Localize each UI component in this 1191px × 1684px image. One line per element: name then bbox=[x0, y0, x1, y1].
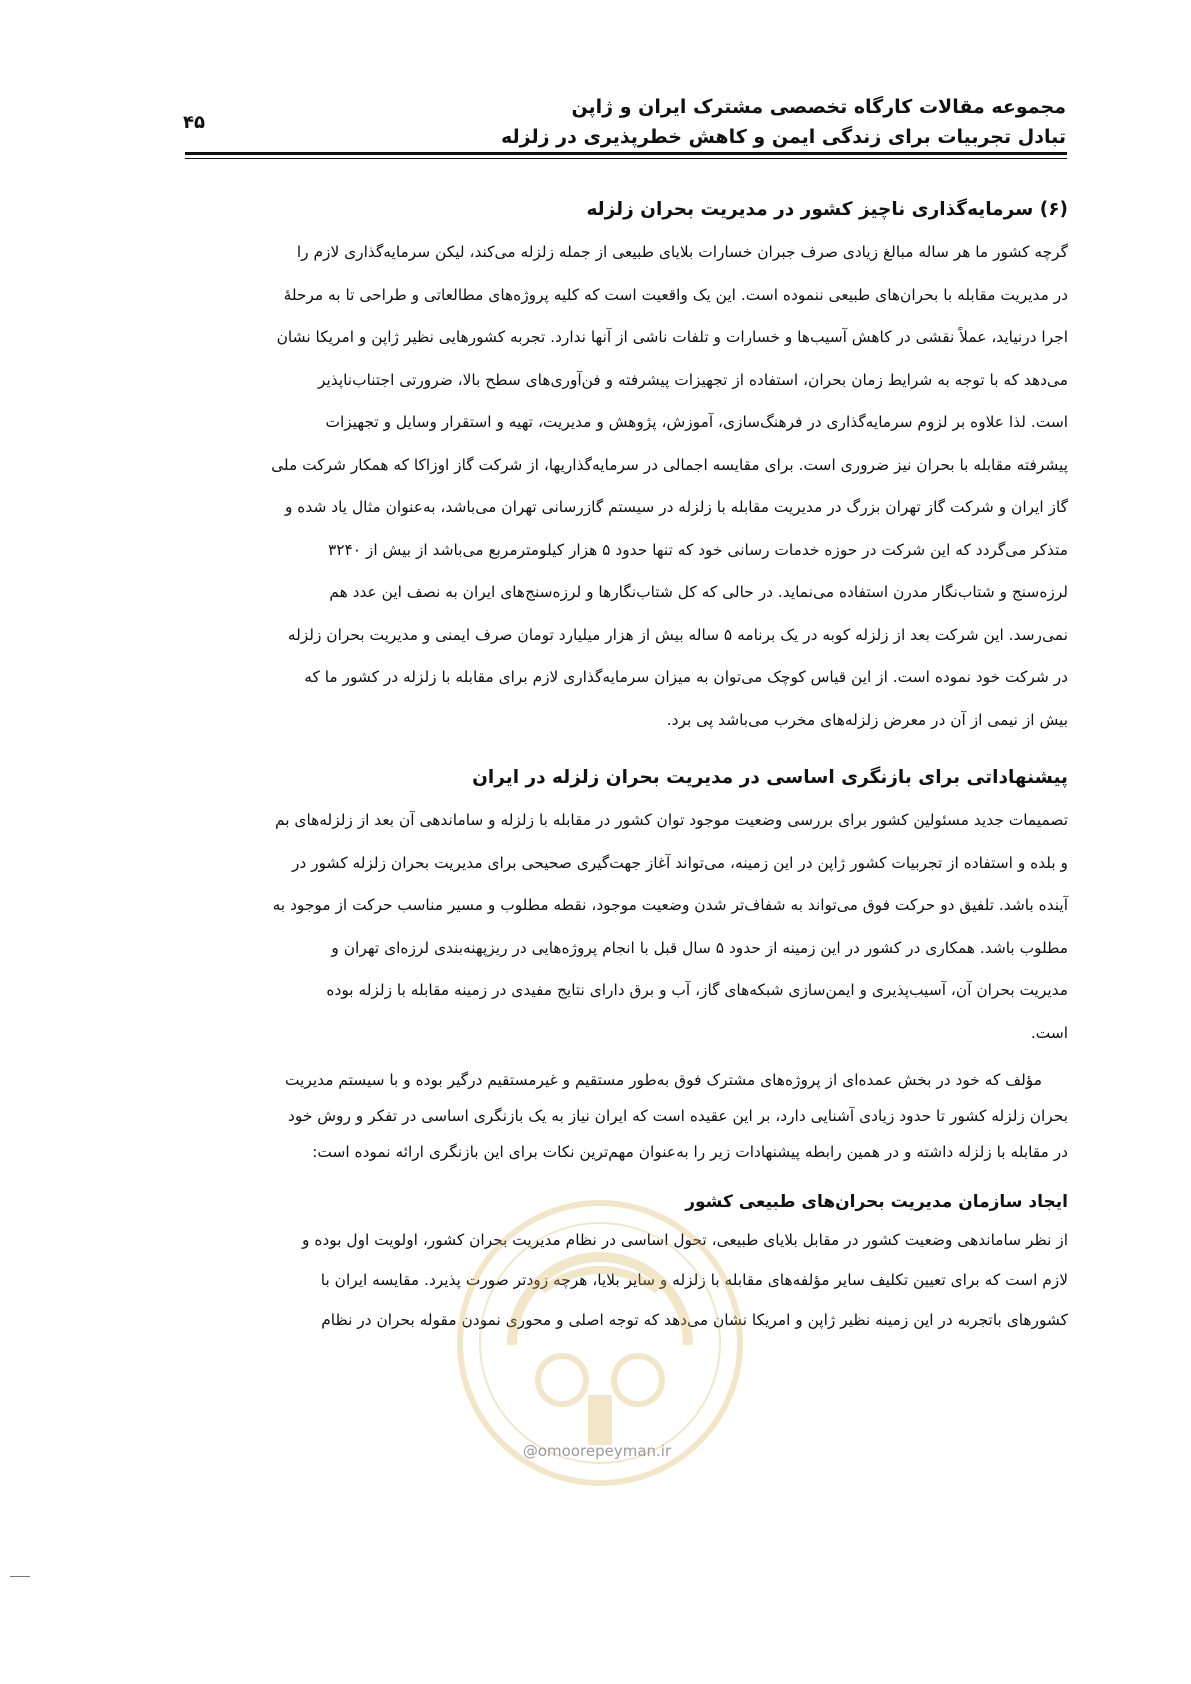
running-header bbox=[106, 92, 1066, 152]
paragraph-line: نمی‌رسد. این شرکت بعد از زلزله کوبه در یک برنامه ۵ ساله بیش از هزار میلیارد تومان صرف ایمنی و مدیریت بحران زلزله bbox=[287, 625, 1068, 644]
watermark-url: @omoorepeyman.ir bbox=[522, 1442, 672, 1460]
paragraph-line: مؤلف که خود در بخش عمده‌ای از پروژه‌های مشترک فوق به‌طور مستقیم و غیرمستقیم درگیر بوده و با سیستم مدیریت bbox=[284, 1071, 1042, 1089]
section-heading-proposals: پیشنهاداتی برای بازنگری اساسی در مدیریت بحران زلزله در ایران bbox=[472, 767, 1068, 788]
paragraph-line: لرزه‌سنج و شتاب‌نگار مدرن استفاده می‌نماید. در حالی که کل شتاب‌نگارها و لرزه‌سنج‌های ایران به نصف این عدد هم bbox=[329, 583, 1068, 601]
paragraph-line: پیشرفته مقابله با بحران نیز ضروری است. برای مقایسه اجمالی در سرمایه‌گذاریها، از شرکت گاز اوزاکا که همکار شرکت ملی bbox=[271, 455, 1068, 474]
margin-mark bbox=[10, 1576, 30, 1577]
paragraph-line: از نظر ساماندهی وضعیت کشور در مقابل بلایای طبیعی، تحول اساسی در نظام مدیریت بحران کشور، اولویت اول بوده و bbox=[302, 1231, 1068, 1249]
header-rule-thick bbox=[185, 152, 1067, 155]
header-rule-thin bbox=[185, 158, 1067, 159]
section-paragraph-author bbox=[180, 1062, 1068, 1170]
paragraph-line: آینده باشد. تلفیق دو حرکت فوق می‌تواند به شفاف‌تر شدن وضعیت موجود، نقطه مطلوب و مسیر مناسب حرکت از موجود به bbox=[272, 896, 1068, 914]
paragraph-line: در شرکت خود نموده است. از این قیاس کوچک می‌توان به میزان سرمایه‌گذاری لازم برای مقابله با زلزله در کشور ما که bbox=[304, 668, 1068, 686]
paragraph-line: کشورهای باتجربه در این زمینه نظیر ژاپن و امریکا نشان می‌دهد که توجه اصلی و محوری نمودن مقوله بحران در نظام bbox=[321, 1311, 1068, 1329]
header-title-line-2: تبادل تجربیات برای زندگی ایمن و کاهش خطرپذیری در زلزله bbox=[501, 126, 1066, 148]
paragraph-line: گرچه کشور ما هر ساله مبالغ زیادی صرف جبران خسارات بلایای طبیعی از جمله زلزله می‌کند، لیکن سرمایه‌گذاری لازم را bbox=[296, 243, 1068, 261]
paragraph-line: لازم است که برای تعیین تکلیف سایر مؤلفه‌های مقابله با زلزله و سایر بلایا، هرچه زودتر صورت پذیرد. مقایسه ایران با bbox=[320, 1271, 1068, 1289]
paragraph-line: بیش از نیمی از آن در معرض زلزله‌های مخرب می‌باشد پی برد. bbox=[666, 710, 1068, 729]
paragraph-line: در مدیریت مقابله با بحران‌های طبیعی ننموده است. این یک واقعیت است که کلیه پروژه‌های مطالعاتی و طراحی تا به مرحلهٔ bbox=[283, 285, 1068, 304]
page-body bbox=[180, 195, 1068, 1340]
section-paragraph-investment bbox=[180, 231, 1068, 741]
subsection-heading-organization: ایجاد سازمان مدیریت بحران‌های طبیعی کشور bbox=[685, 1192, 1068, 1212]
paragraph-line: مطلوب باشد. همکاری در کشور در این زمینه از حدود ۵ سال قبل با انجام پروژه‌هایی در ریزپهنه‌بندی لرزه‌ای تهران و bbox=[331, 938, 1068, 957]
paragraph-line: می‌دهد که با توجه به شرایط زمان بحران، استفاده از تجهیزات پیشرفته و فن‌آوری‌های سطح بالا، ضرورتی اجتناب‌ناپذیر bbox=[317, 370, 1068, 389]
section-paragraph-proposals bbox=[180, 799, 1068, 1054]
paragraph-line: تصمیمات جدید مسئولین کشور برای بررسی وضعیت موجود توان کشور در مقابله با زلزله و ساماندهی آن بعد از زلزله‌های بم bbox=[274, 811, 1068, 829]
paragraph-line: است. bbox=[1030, 1023, 1068, 1042]
paragraph-line: مدیریت بحران آن، آسیب‌پذیری و ایمن‌سازی شبکه‌های گاز، آب و برق دارای نتایج مفیدی در زمینه مقابله با زلزله بوده bbox=[326, 981, 1068, 999]
paragraph-line: در مقابله با زلزله داشته و در همین رابطه پیشنهادات زیر را به‌عنوان مهم‌ترین نکات برای این بازنگری ارائه نموده است: bbox=[312, 1143, 1068, 1161]
paragraph-line: بحران زلزله کشور تا حدود زیادی آشنایی دارد، بر این عقیده است که ایران نیاز به یک بازنگری اساسی در تفکر و روش خود bbox=[288, 1107, 1068, 1125]
paragraph-line: و بلده و استفاده از تجربیات کشور ژاپن در این زمینه، می‌تواند آغاز جهت‌گیری صحیحی برای مدیریت بحران زلزله کشور در bbox=[291, 853, 1068, 872]
header-title-line-1: مجموعه مقالات کارگاه تخصصی مشترک ایران و ژاپن bbox=[571, 96, 1066, 118]
paragraph-line: است. لذا علاوه بر لزوم سرمایه‌گذاری در فرهنگ‌سازی، آموزش، پژوهش و مدیریت، تهیه و استقرار وسایل و تجهیزات bbox=[325, 413, 1068, 431]
page-number: ۴۵ bbox=[183, 112, 205, 133]
paragraph-line: متذکر می‌گردد که این شرکت در حوزه خدمات رسانی خود که تنها حدود ۵ هزار کیلومترمربع می‌باشد از بیش از ۳۲۴۰ bbox=[327, 540, 1068, 559]
paragraph-line: گاز ایران و شرکت گاز تهران بزرگ در مدیریت مقابله با زلزله در سیستم گازرسانی تهران می‌باشد، به‌عنوان مثال یاد شده و bbox=[284, 498, 1068, 516]
section-heading-investment: (۶) سرمایه‌گذاری ناچیز کشور در مدیریت بحران زلزله bbox=[586, 199, 1068, 220]
paragraph-line: اجرا درنیاید، عملاً نقشی در کاهش آسیب‌ها و خسارات و تلفات ناشی از آنها ندارد. تجربه کشورهایی نظیر ژاپن و امریکا نشان bbox=[276, 328, 1068, 346]
